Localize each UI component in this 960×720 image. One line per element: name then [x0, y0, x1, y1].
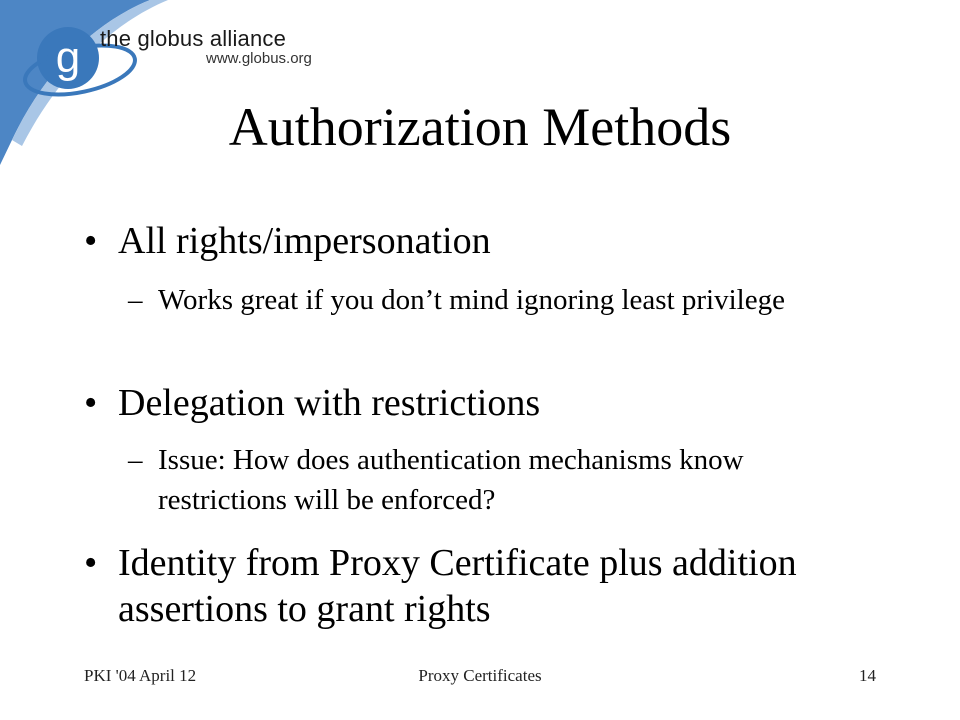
bullet-text: Delegation with restrictions	[118, 382, 541, 424]
bullet-dot: •	[84, 220, 98, 262]
bullet-dot: •	[84, 382, 98, 424]
svg-text:g: g	[55, 33, 81, 82]
sub-bullet-dash: –	[128, 444, 143, 476]
sub-bullet-text: Issue: How does authentication mechanisms know restrictions will be enforced?	[158, 444, 744, 516]
sub-bullet-text: Works great if you don’t mind ignoring least privilege	[158, 284, 785, 316]
footer-event-date: PKI '04 April 12	[84, 666, 197, 685]
footer-title: Proxy Certificates	[418, 666, 542, 685]
slide-title: Authorization Methods	[228, 97, 732, 157]
bullet-dot: •	[84, 542, 98, 584]
footer-page-number: 14	[859, 666, 876, 685]
logo-name: the globus alliance	[100, 26, 287, 51]
bullet-item	[84, 380, 884, 426]
bullet-text: Identity from Proxy Certificate plus addition assertions to grant rights	[118, 542, 797, 630]
sub-bullet-item	[128, 280, 848, 320]
logo-url[interactable]: www.globus.org	[206, 50, 312, 67]
bullet-item	[84, 540, 884, 632]
sub-bullet-item	[128, 440, 848, 520]
bullet-text: All rights/impersonation	[118, 220, 491, 262]
bullet-item	[84, 218, 884, 264]
sub-bullet-dash: –	[128, 284, 143, 316]
